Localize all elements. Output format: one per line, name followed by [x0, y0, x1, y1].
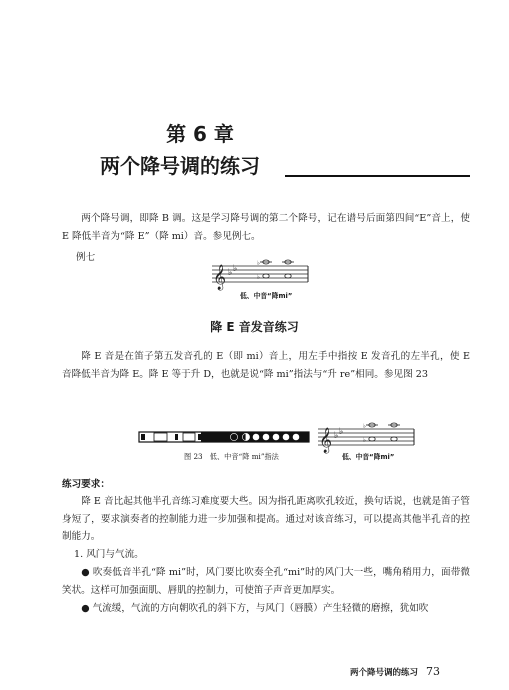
staff-caption: 低、中音“降mi”: [342, 453, 395, 461]
flat-sign-icon: ♭: [233, 264, 238, 274]
note-head: [285, 274, 291, 278]
treble-clef-icon: 𝄞: [213, 265, 227, 290]
requirement-bullet-2: ● 气流缓，气流的方向朝吹孔的斜下方，与风门（唇膜）产生轻微的磨擦，犹如吹: [81, 603, 429, 614]
chapter-title: 两个降号调的练习: [100, 154, 260, 178]
flat-sign-icon: ♭: [334, 431, 339, 441]
example-caption: 低、中音“降mi”: [240, 292, 293, 300]
open-hole-icon: [262, 433, 269, 440]
note-head: [391, 437, 397, 441]
svg-text:♭: ♭: [363, 423, 366, 430]
section-title: 降 E 音发音练习: [210, 320, 299, 334]
requirement-item-1: 1. 风门与气流。: [74, 549, 144, 560]
title-underline: [285, 175, 470, 177]
svg-text:♭: ♭: [257, 274, 260, 281]
figure-caption: 图 23 低、中音“降 mi”指法: [184, 452, 279, 461]
flute-fingering-diagram: [139, 430, 309, 444]
requirements-title: 练习要求：: [62, 479, 110, 490]
open-hole-icon: [282, 433, 289, 440]
chapter-number: 第 6 章: [166, 122, 234, 146]
treble-clef-icon: 𝄞: [319, 428, 333, 453]
section-paragraph: 降 E 音是在笛子第五发音孔的 E（即 mi）音上，用左手中指按 E 发音孔的左半孔，使 E 音降低半音为降 E。降 E 等于升 D，也就是说“降 mi”指法与“升 re”相同。参见图 23: [62, 351, 470, 380]
requirement-bullet-1: ● 吹奏低音半孔“降 mi”时，风门要比吹奏全孔“mi”时的风门大一些，嘴角稍用力，面带微笑状。这样可加强面肌、唇肌的控制力，可使笛子声音更加厚实。: [62, 567, 470, 596]
requirements-paragraph: 降 E 音比起其他半孔音练习难度要大些。因为指孔距离吹孔较近，换句话说，也就是笛子管身短了，要求演奏者的控制能力进一步加强和提高。通过对该音练习，可以提高其他半孔音的控制能力。: [62, 496, 470, 542]
half-hole-icon: [242, 433, 246, 440]
note-head: [369, 437, 375, 441]
closed-hole-icon: [230, 433, 237, 440]
page-footer: [350, 665, 440, 678]
note-head: [263, 274, 269, 278]
flat-sign-icon: ♭: [339, 427, 344, 437]
open-hole-icon: [272, 433, 279, 440]
intro-paragraph: 两个降号调，即降 B 调。这是学习降号调的第二个降号，记在谱号后面第四间“E”音上，使 E 降低半音为“降 E”（降 mi）音。参见例七。: [62, 213, 470, 242]
flat-sign-icon: ♭: [228, 268, 233, 278]
example-staff: [212, 260, 312, 294]
svg-text:♭: ♭: [257, 260, 260, 267]
svg-text:♭: ♭: [363, 437, 366, 444]
example-label: 例七: [76, 252, 96, 263]
open-hole-icon: [292, 433, 299, 440]
page-number: 73: [426, 665, 441, 678]
running-title: 两个降号调的练习: [350, 668, 419, 678]
open-hole-icon: [252, 433, 259, 440]
